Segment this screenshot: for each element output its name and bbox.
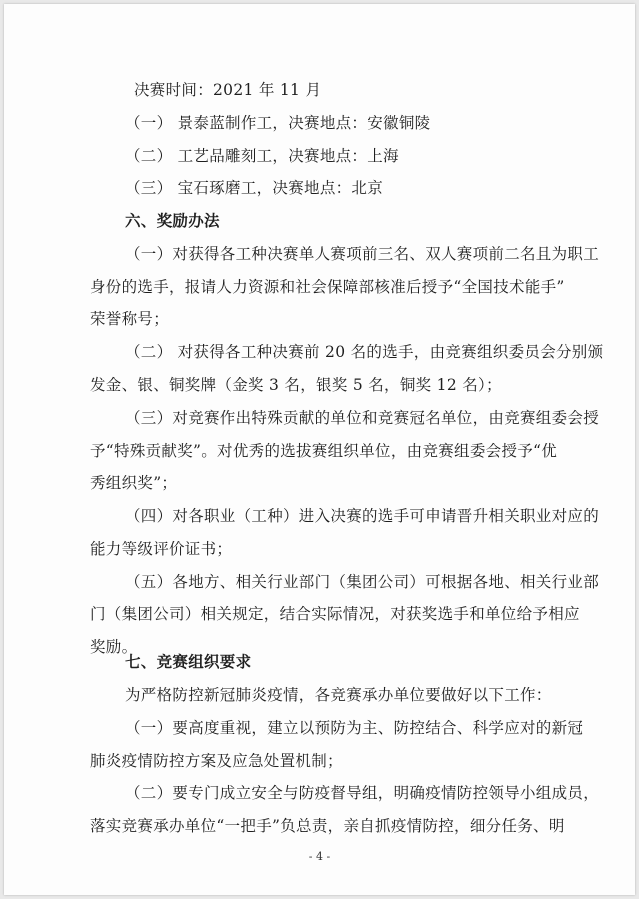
reward-paragraph-5-line-2: 门（集团公司）相关规定，结合实际情况，对获奖选手和单位给予相应 (90, 605, 580, 623)
reward-paragraph-1-line-3: 荣誉称号； (90, 310, 170, 328)
reward-paragraph-5-line-1: （五）各地方、相关行业部门（集团公司）可根据各地、相关行业部 (125, 573, 600, 591)
final-time-line: 决赛时间：2021 年 11 月 (134, 81, 322, 99)
reward-paragraph-3-line-2: 予“特殊贡献奖”。对优秀的选拔赛组织单位，由竞赛组委会授予“优 (90, 442, 558, 460)
document-page (4, 4, 635, 895)
organization-item-1-line-2: 肺炎疫情防控方案及应急处置机制； (90, 752, 343, 770)
final-venue-item-1: （一） 景泰蓝制作工，决赛地点：安徽铜陵 (125, 114, 431, 132)
organization-item-2-line-2: 落实竞赛承办单位“一把手”负总责，亲自抓疫情防控，细分任务、明 (90, 817, 565, 835)
organization-intro: 为严格防控新冠肺炎疫情，各竞赛承办单位要做好以下工作： (125, 686, 552, 704)
final-venue-item-3: （三） 宝石琢磨工，决赛地点：北京 (125, 179, 384, 197)
reward-paragraph-4-line-2: 能力等级评价证书； (90, 540, 233, 558)
final-venue-item-2: （二） 工艺品雕刻工，决赛地点：上海 (125, 147, 399, 165)
section-heading-organization: 七、竞赛组织要求 (125, 653, 252, 671)
reward-paragraph-1-line-1: （一）对获得各工种决赛单人赛项前三名、双人赛项前二名且为职工 (125, 245, 600, 263)
reward-paragraph-1-line-2: 身份的选手，报请人力资源和社会保障部核准后授予“全国技术能手” (90, 278, 565, 296)
reward-paragraph-3-line-3: 秀组织奖”； (90, 474, 178, 492)
reward-paragraph-5-line-3: 奖励。 (90, 638, 138, 656)
organization-item-1-line-1: （一）要高度重视，建立以预防为主、防控结合、科学应对的新冠 (125, 719, 584, 737)
reward-paragraph-4-line-1: （四）对各职业（工种）进入决赛的选手可申请晋升相关职业对应的 (125, 507, 600, 525)
reward-paragraph-2-line-1: （二） 对获得各工种决赛前 20 名的选手，由竞赛组织委员会分别颁 (125, 343, 604, 361)
page-number: - 4 - (308, 850, 331, 863)
section-heading-rewards: 六、奖励办法 (125, 212, 220, 230)
reward-paragraph-2-line-2: 发金、银、铜奖牌（金奖 3 名，银奖 5 名，铜奖 12 名）； (90, 376, 502, 394)
organization-item-2-line-1: （二）要专门成立安全与防疫督导组，明确疫情防控领导小组成员， (125, 784, 600, 802)
reward-paragraph-3-line-1: （三）对竞赛作出特殊贡献的单位和竞赛冠名单位，由竞赛组委会授 (125, 409, 600, 427)
